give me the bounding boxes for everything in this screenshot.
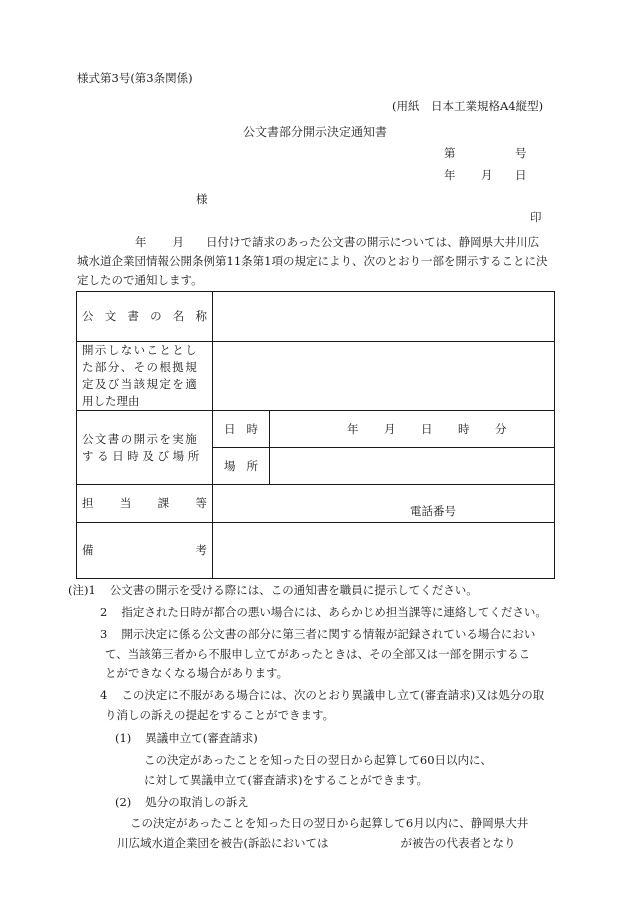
- note-2: [100, 607, 547, 619]
- datetime-unit: 月: [384, 421, 396, 436]
- note-1-number: (注)1: [68, 583, 96, 597]
- value-undisclosed-reason[interactable]: [213, 342, 555, 411]
- label-undisclosed-line-4: 用した理由: [82, 394, 140, 408]
- note-3-line-1: [100, 629, 535, 641]
- subnote-2-number: (2): [115, 795, 132, 809]
- label-datetime-line-2: する日時及び場所: [82, 448, 203, 463]
- document-title: 公文書部分開示決定通知書: [243, 125, 388, 139]
- subnote-2-line-1: この決定があったことを知った日の翌日から起算して6月以内に、静岡県大井: [130, 816, 529, 830]
- phone-number-label: 電話番号: [410, 504, 456, 518]
- date-day-label: 日: [515, 168, 527, 182]
- row-document-name: [77, 292, 555, 342]
- doc-number-suffix: 号: [515, 146, 527, 160]
- datetime-unit: 年: [347, 421, 359, 436]
- label-remarks-char: 備: [82, 543, 94, 557]
- label-undisclosed-line-3: 定及び当該規定を適: [82, 377, 199, 391]
- datetime-unit: 分: [495, 421, 507, 436]
- label-document-name-text: [82, 308, 207, 325]
- value-department[interactable]: [213, 485, 555, 523]
- value-document-name[interactable]: [213, 292, 555, 342]
- subnote-2-line-2: [117, 838, 515, 850]
- label-datetime-line-1: 公文書の開示を実施: [82, 431, 199, 446]
- note-4-number: 4: [100, 688, 108, 702]
- label-remarks-char: 考: [195, 543, 207, 557]
- label-remarks: [77, 523, 213, 579]
- label-department-char: 担: [82, 496, 94, 510]
- label-undisclosed-line-1: 開示しないこととし: [82, 343, 199, 357]
- subnote-2-text-2a: 川広域水道企業団を被告(訴訟においては: [117, 836, 329, 850]
- datetime-unit: 時: [458, 421, 470, 436]
- label-place-char: 場: [224, 458, 236, 473]
- date-year-label: 年: [444, 168, 456, 182]
- subnote-1-line-1: この決定があったことを知った日の翌日から起算して60日以内に、: [144, 753, 493, 767]
- label-place-text: [218, 458, 264, 475]
- label-department: [77, 485, 213, 523]
- datetime-unit: 日: [421, 421, 433, 436]
- note-3-text-1: 開示決定に係る公文書の部分に第三者に関する情報が記録されている場合におい: [121, 627, 536, 641]
- addressee-suffix: 様: [196, 192, 208, 206]
- body-line-3: 定したので通知します。: [77, 273, 203, 287]
- label-undisclosed-reason: [77, 342, 213, 411]
- row-undisclosed-reason: [77, 342, 555, 411]
- note-3-line-3: とができなくなる場合があります。: [105, 666, 289, 680]
- label-datetime: [213, 411, 270, 448]
- body-year: 年: [135, 235, 147, 249]
- label-document-name-char: 文: [104, 309, 117, 323]
- label-datetime-char: 時: [246, 421, 258, 436]
- label-department-char: 等: [195, 496, 207, 510]
- body-month: 月: [172, 235, 184, 249]
- label-document-name-char: 書: [127, 309, 139, 323]
- doc-number-prefix: 第: [444, 146, 456, 160]
- note-1: [68, 585, 478, 597]
- date-month-label: 月: [481, 168, 493, 182]
- label-document-name-char: 称: [195, 309, 207, 323]
- label-place: [213, 448, 270, 485]
- seal-mark: 印: [530, 210, 542, 224]
- body-line-1: [135, 237, 539, 249]
- disclosure-form-table: [76, 291, 555, 579]
- label-remarks-text: [82, 542, 207, 559]
- label-department-char: 課: [157, 496, 170, 510]
- value-remarks[interactable]: [213, 523, 555, 579]
- subnote-2-heading: [115, 797, 249, 809]
- label-document-name-char: の: [150, 309, 162, 323]
- label-disclosure-datetime-place: [77, 411, 213, 485]
- note-2-text: 指定された日時が都合の悪い場合には、あらかじめ担当課等に連絡してください。: [121, 605, 547, 619]
- subnote-1-heading: [115, 733, 258, 745]
- label-document-name: [77, 292, 213, 342]
- body-line-1-text: 日付けで請求のあった公文書の開示については、静岡県大井川広: [206, 235, 540, 249]
- label-place-char: 所: [246, 458, 258, 473]
- label-undisclosed-line-2: た部分、その根拠規: [82, 360, 199, 374]
- value-place[interactable]: [270, 448, 555, 485]
- label-datetime-char: 日: [224, 421, 236, 436]
- note-4-text-1: この決定に不服がある場合には、次のとおり異議申し立て(審査請求)又は処分の取: [121, 688, 545, 702]
- label-datetime-text: [218, 421, 264, 438]
- label-department-char: 当: [119, 496, 132, 510]
- note-2-number: 2: [100, 605, 108, 619]
- note-4-line-1: [100, 690, 544, 702]
- value-datetime[interactable]: [270, 411, 555, 448]
- datetime-units: [275, 421, 549, 438]
- subnote-2-text-2b: が被告の代表者となり: [400, 836, 516, 850]
- subnote-2-title: 処分の取消しの訴え: [145, 795, 249, 809]
- label-department-text: [82, 495, 207, 512]
- note-4-line-2: り消しの訴えの提起をすることができます。: [105, 708, 335, 722]
- subnote-1-number: (1): [115, 731, 132, 745]
- note-3-number: 3: [100, 627, 108, 641]
- label-document-name-char: 公: [82, 309, 94, 323]
- row-remarks: [77, 523, 555, 579]
- label-document-name-char: 名: [172, 309, 185, 323]
- subnote-1-title: 異議申立て(審査請求): [145, 731, 258, 745]
- row-department: [77, 485, 555, 523]
- form-number: 様式第3号(第3条関係): [77, 71, 193, 85]
- paper-size-note: (用紙 日本工業規格A4縦型): [392, 99, 544, 113]
- subnote-1-line-2: に対して異議申立て(審査請求)をすることができます。: [144, 773, 429, 787]
- body-line-2: 城水道企業団情報公開条例第11条第1項の規定により、次のとおり一部を開示することに決: [77, 254, 548, 268]
- note-1-text: 公文書の開示を受ける際には、この通知書を職員に提示してください。: [109, 583, 478, 597]
- note-3-line-2: て、当該第三者から不服申し立てがあったときは、その全部又は一部を開示するこ: [105, 647, 531, 661]
- row-disclosure-datetime: [77, 411, 555, 448]
